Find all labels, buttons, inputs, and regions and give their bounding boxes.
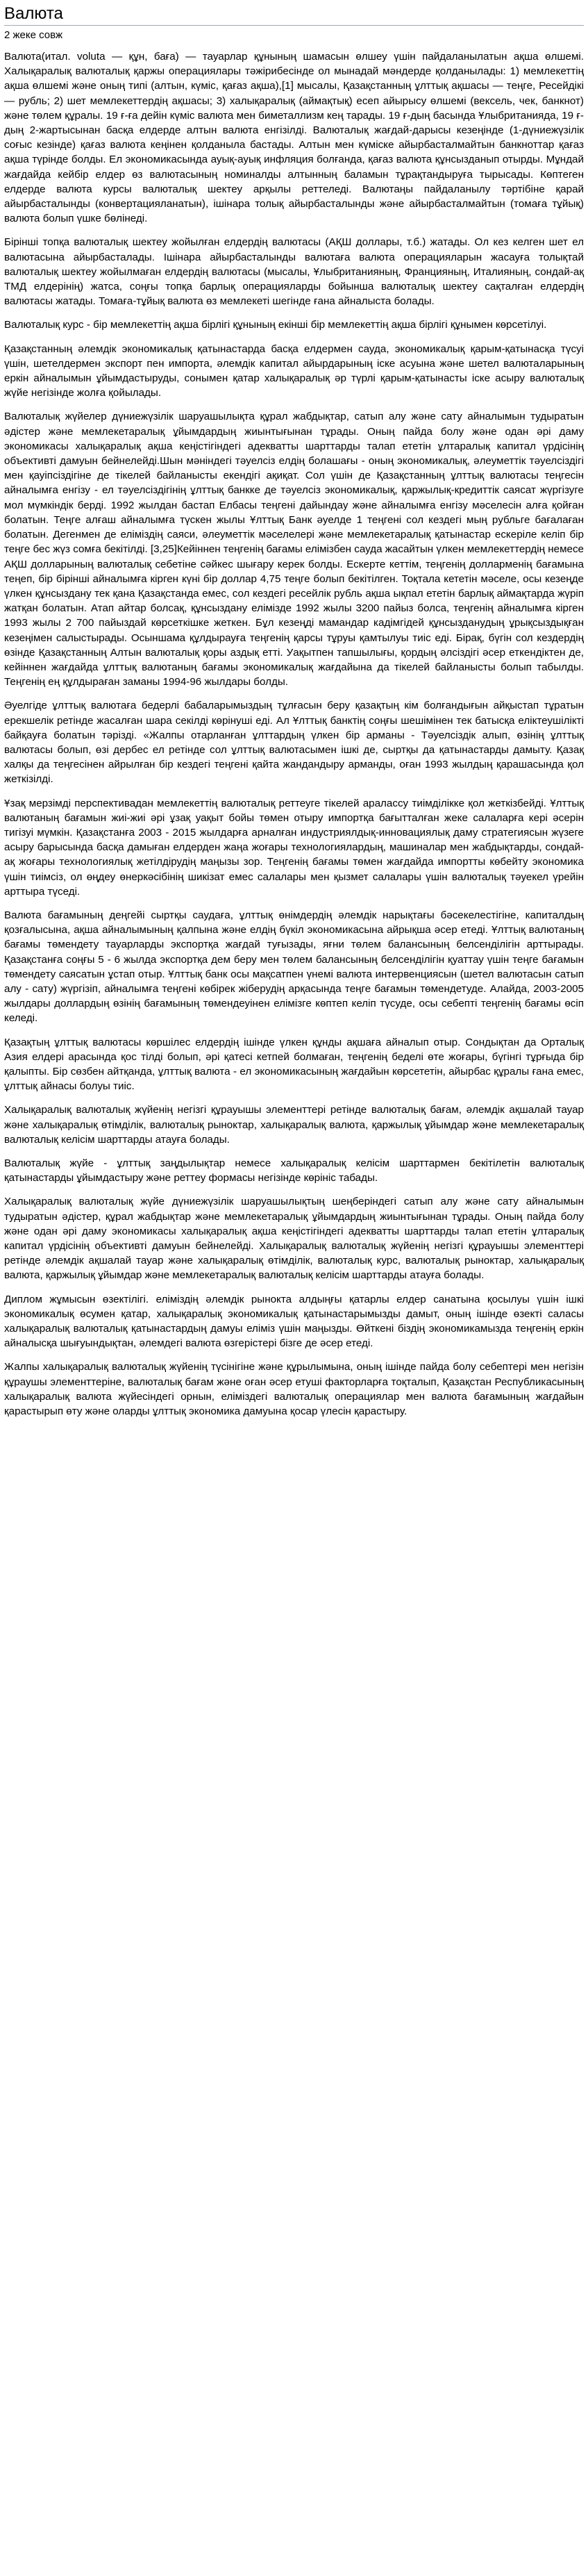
paragraph-exchange-rate: Валюталық курс - бір мемлекеттің ақша бірлігі құнының екінші бір мемлекеттің ақша бірлігі құнымен көрсетілуі. xyxy=(4,319,547,331)
paragraph-tenge-value: Қазақтың ұлттық валютасы көршілес елдердің ішінде үлкен құнды ақшаға айналып отыр. Сондықтан да Орталық Азия елдері арасында қос тілді болып, әрі қатесі кетпей болмаған, теңгенің беделі өте жоғары, бүгінгі тұрғыда бір қалыпты. Бір сөзбен айтқанда, ұлттық валюта - ел экономикасының жағдайын көрсететін, айырбас құралы ғана емес, ұлттық айнасы болуы тиіс. xyxy=(4,1036,584,1093)
paragraph-intro: Валюта(итал. voluta — құн, баға) — тауарлар құнының шамасын өлшеу үшін пайдаланылатын ақша өлшемі. Халықаралық валюталық қаржы операциялары тәжірибесінде ол мынадай мәндерде қолданылады: 1) мемлекеттің ақша өлшемі және оның типі (алтын, күміс, қағаз ақша),[1] мысалы, Қазақстанның ұлттық ақшасы — теңге, Ресейдікі — рубль; 2) шет мемлекеттердің ақшасы; 3) халықаралық (аймақтық) есеп айырысу өлшемі (вексель, чек, банкнот) және төлем құралы. 19 ғ-ға дейін күміс валюта мен биметаллизм кең тарады. 19 ғ-дың басында Ұлыбританияда, 19 ғ-дың 2-жартысынан басқа елдерде алтын валюта енгізілді. Валюталық жағдай-дарысы кезеңінде (1-дүниежүзілік соғыс кезінде) қағаз валюта кеңінен қолданыла бастады. Алтын мен күміске айырбасталмайтын банкноттар қағаз ақша түрінде болды. Ел экономикасында ауық-ауық инфляция болғанда, қағаз валюта құнсызданып отырды. Мұндай жағдайда кейбір елдер өз валютасының номиналды алтынның баламын тұрақтандыруға тырысады. Көптеген елдерде валюта курсы валюталық шектеу арқылы реттеледі. Валютаңы пайдаланылу тәртібіне қарай айырбасталынды (конвертацияланатын), ішінара толық айырбасталынды және айырбасталмайтын (томаға тұйық) валюта болып үшке бөлінеді. xyxy=(4,51,584,225)
article-body xyxy=(4,49,584,1419)
paragraph-overview: Жалпы халықаралық валюталық жүйенің түсінігіне және құрылымына, оның ішінде пайда болу себептері мен негізін құраушы элементтеріне, валюталық бағам және оған әсер етуші факторларға тоқталып, Қазақстан Республикасының халықаралық валюта жүйесіндегі орнын, еліміздегі валюталық операциялар мен валюта бағамының жағдайын қарастырып өту және оларды ұлттық экономика дамуына қосар үлесін қарастыру. xyxy=(4,1361,584,1418)
paragraph-rate-level: Валюта бағамының деңгейі сыртқы саудаға, ұлттық өнімдердің әлемдік нарықтағы бәсекелестігіне, капиталдың қозғалысына, ақша айналымының қалпына және елдің бүкіл экономикасына айрықша әсер етеді. Ұлттық валютаның бағамы төмендету тауарларды экспортқа жағдай туғызады, яғни төлем балансының белсенділігін арттырады. Қазақстанға соңғы 5 - 6 жылда экспортқа дем беру мен төлем балансының белсенділігін қуаттау үшін теңге бағамын төмендету саясатын ұстап отыр. Ұлттық банк осы мақсатпен үнемі валюта интервенциясын (шетел валютасын сатып алу - сату) жүргізіп, айналымға теңгені көбірек жіберудің арқасында теңге бағамын төмендетуде. Алайда, 2003-2005 жылдары доллардың өзінің бағамының төмендеуінен елімізге көптеп келіп түсуде, осы себепті теңгенің бағамы өсіп келеді. xyxy=(4,909,584,1025)
page-title: Валюта xyxy=(4,4,584,26)
paragraph-national-currency: Әуелгіде ұлттық валютаға бедерлі бабаларымыздың тұлғасын беру қазақтың кім болғандығын айқыстап тұратын ерекшелік ретінде жасалған шара секілді көрінуші еді. Ал Ұлттық банктің соңғы шешімінен тек батысқа еліктеушілікті байқауға болатын тәрізді. «Жалпы отарланған ұлттардың үлкен бір арманы - Тәуелсіздік алып, өзінің ұлттық валютасы болып, өзі дербес ел ретінде сол ұлттық валютасымен ішкі де, сыртқы да қатынастарды дамыту. Қазақ халқы да теңгесінен айрылған бір кездегі теңгені қайта жандандыру арманды, оған 1993 жылдың қарашасында қол жеткізілді. xyxy=(4,700,584,786)
paragraph-system-elements: Халықаралық валюталық жүйенің негізгі құрауышы элементтері ретінде валюталық бағам, әлемдік ақшалай тауар және халықаралық өтімділік, валюталық рыноктар, халықаралық валюта, қаржылық ұйымдар және мемлекетаралық валюталық келісім шарттарды атауға болады. xyxy=(4,1104,584,1146)
paragraph-international-system: Халықаралық валюталық жүйе дүниежүзілік шаруашылықтың шеңберіндегі сатып алу және сату айналымын тудыратын әдістер, құрал жабдықтар және мемлекетаралық ұйымдардың жиынтығынан тұрады. Оның пайда болу және одан әрі даму экономикасы халықаралық ақша кеңістігіндегі адекватты шарттарды талап ететін ұлтаралық капитал үрдісінің объективті дамуын бейнелейді. Халықаралық валюталық жүйенің негізгі құрауышы элементтері ретінде әлемдік ақшалай тауар және халықаралық өтімділік, валюталық курс, валюталық рыноктар, халықаралық валюта, қаржылық ұйымдар және мемлекетаралық валюталық келісім шарттарды атауға болады. xyxy=(4,1196,584,1282)
paragraph-long-term: Ұзақ мерзімді перспективадан мемлекеттің валюталық реттеуге тікелей аралассу тиімділікке қол жеткізбейді. Ұлттық валютаның бағамын жиі-жиі әрі ұзақ уақыт бойы төмен отыру импортқа бағытталған жеке салаларға кері әсерін тигізуі мүмкін. Қазақстанға 2003 - 2015 жылдарға арналған индустриялдық-инновациялық даму стратегиясын жүзеге асыру барысында басқа дамыған елдерден жаңа жоғары технологиялардың, машиналар мен жабдықтарды, сондай-ақ жоғары технологиялық жетілдірудің маңызы зор. Теңгенің бағамы төмен жағдайда импортты көбейту экономика үшін тиімсіз, ол өңдеу өнеркәсібінің шикізат емес салалары мен қызмет салалары үшін валюталық тәуекел үрейін арттыра түседі. xyxy=(4,797,584,898)
paragraph-relevance: Диплом жұмысын өзектілігі. еліміздің әлемдік рынокта алдыңғы қатарлы елдер санатына қосылуы үшін ішкі экономикалық өсумен қатар, халықаралық экономикалық қатынастарымызды дамыт, оның ішінде өзекті саласы халықаралық валюталық қатынастардың дамуы еліміз үшін маңызды. Өйткені біздің экономикамызда теңгенің еркін айналысқа шығуындықтан, әлемдегі валюта өзгерістері бізге де әсер етеді. xyxy=(4,1293,584,1350)
paragraph-currency-groups: Бірінші топқа валюталық шектеу жойылған елдердің валютасы (АҚШ доллары, т.б.) жатады. Ол кез келген шет ел валютасына айырбасталады. Ішінара айырбасталынды валютаға валюта операцияларын жасауға толықтай валюталық шектеу жойылмаған елдердің валютасы (мысалы, Ұлыбританияның, Францияның, Италияның, сондай-ақ ТМД елдерінің) жатса, соңғы топқа барлық операцияларды бойынша валюталық шектеу сақталған елдердің валютасы жатады. Томаға-тұйық валюта өз мемлекеті шегінде ғана айналыста болады. xyxy=(4,236,584,308)
page-subtitle: 2 жеке совж xyxy=(4,29,62,41)
paragraph-currency-systems: Валюталық жүйелер дүниежүзілік шаруашылықта құрал жабдықтар, сатып алу және сату айналымын тудыратын әдістер және мемлекетаралық ұйымдардың жиынтығынан тұрады. Оның пайда болу және одан әрі даму экономикасы халықаралық ақша кеңістігіндегі адекватты шарттарды талап ететін ұлтаралық капитал үрдісінің объективті дамуын бейнелейді.Шын мәніндегі тәуелсіз елдің болашағы - оның экономикалық, әлеуметтік тәуелсіздігі мен қауіпсіздігіне де тікелей байланысты екендігі ақиқат. Сол үшін де Қазақстанның ұлттық валютасы теңгесін айналымға енгізу - ел тәуелсіздігінің ұлттық банкке де тәуелсіз экономикалық, қаржылық-кредиттік саясат жүргізуге мол мүмкіндік берді. 1992 жылдан бастап Елбасы теңгені дайындау және айналымға енгізу мәселесін алға қойған болатын. Теңге алғаш айналымға түскен жылы Ұлттық Банк әуелде 1 теңгені сол кездегі мың рубльге бағалаған болатын. Дегенмен де еліміздің саяси, әлеуметтік мәселелері және мемлекетаралық қатынастар ескеріле келіп бір теңге бес жүз сомға бекітілді. [3,25]Кейіннен теңгенің бағамы елімізбен сауда жасайтын үлкен мемлекеттердің немесе АҚШ долларының валюталық себетіне сәйкес шығару керек болды. Ескерте кеттім, теңгенің долларменің бағамына теңеп, бір бірінші айналымға кірген күні бір доллар 4,75 теңге болып бекітілген. Тоқтала кететін мәселе, осы кезеңде үлкен құнсыздану тек қана Қазақстанда емес, сол кездегі ресейлік рубль ақша ықпал ететін барлық аймақтарда жүріп жатқан болатын. Атап айтар болсақ, құнсыздану елімізде 1992 жылы 3200 пайыз болса, теңгенің айналымға кірген 1993 жылы 2 700 пайыздай көрсеткішке жеткен. Бұл кезеңді мамандар кадімгідей құнсызданудың ұрықсыздықған кезеңімен салыстырады. Осыншама құлдырауға теңгенің қарсы тұруы қамтылуы тиіс еді. Бірақ, бүгін сол кездердің өзінде Қазақстанның Алтын валюталық қоры аздық етті. Уақытпен тапшылығы, қордың әлсіздігі әсер еткендіктен де, кейіннен жағдайда ұлттық валютаның бағамы экономикалық жағдайына да тікелей байланысты болып табылды. Теңгенің ең құлдыраған заманы 1994-96 жылдары болды. xyxy=(4,411,584,688)
paragraph-kazakhstan-relations: Қазақстанның әлемдік экономикалық қатынастарда басқа елдермен сауда, экономикалық қарым-қатынасқа түсуі үшін, шетелдермен экспорт пен импорта, әлемдік капитал айырдарының іске асуына және шетел валюталарының еркін айналымын ұйымдастыруды, сонымен қатар халықаралық әр түрлі қарым-қатынасты іске асыру валюталық жүйе негізінде жолға қойылады. xyxy=(4,342,584,399)
paragraph-system-definition: Валюталық жүйе - ұлттық заңдылықтар немесе халықаралық келісім шарттармен бекітілетін валюталық қатынастарды ұйымдастыру және реттеу формасы негізінде көрініс табады. xyxy=(4,1157,584,1184)
